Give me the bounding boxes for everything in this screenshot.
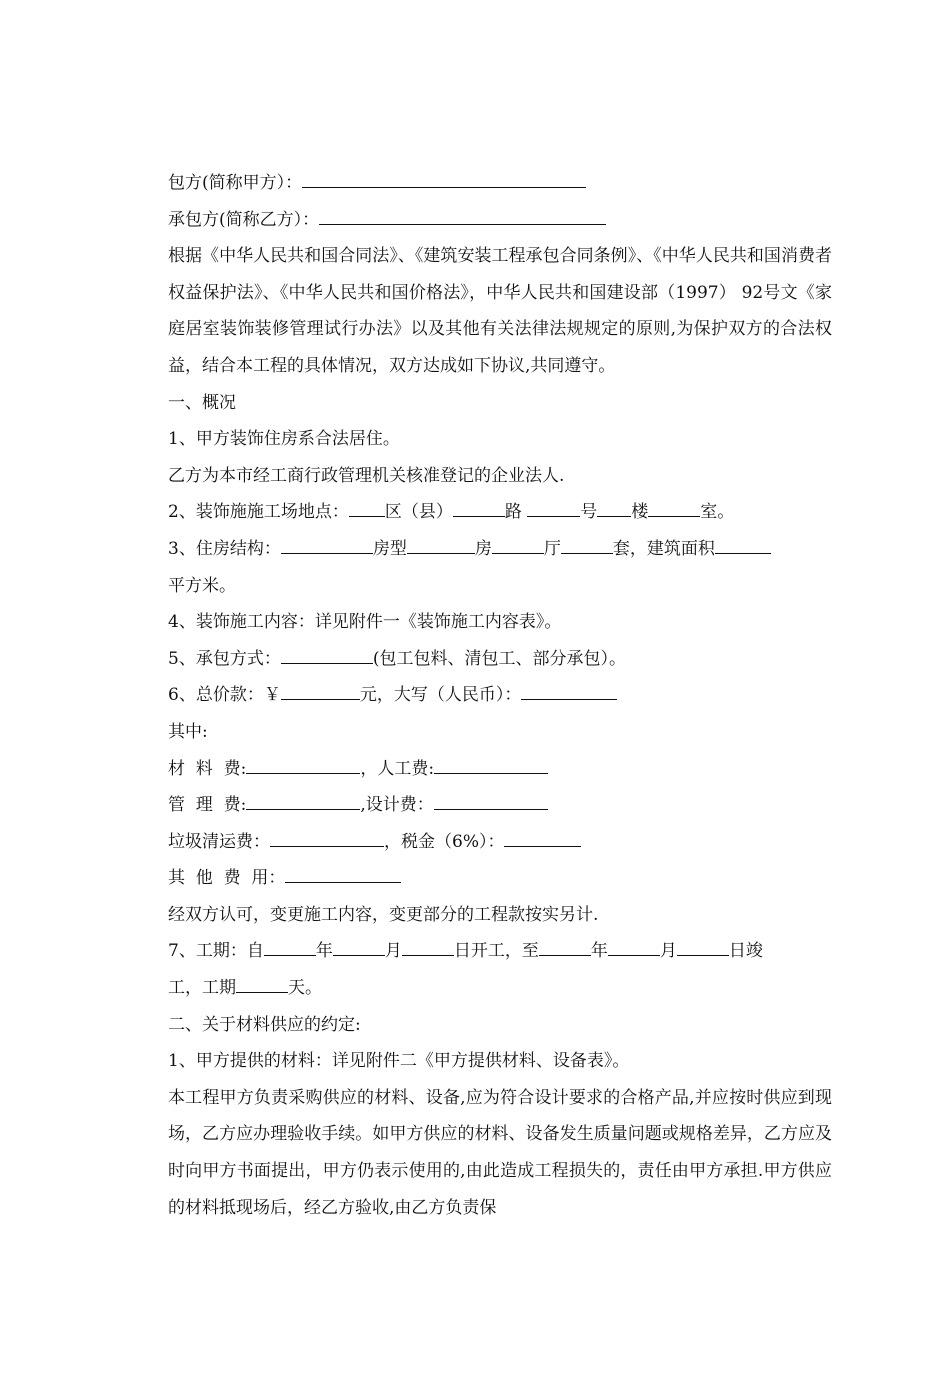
area-blank[interactable] <box>715 537 771 554</box>
tax-label: ，税金（6%）： <box>384 831 505 852</box>
start-month-label: 月 <box>384 941 402 962</box>
item2-label: 2、装饰施施工场地点： <box>168 502 349 523</box>
item7-line-2 <box>168 970 832 1007</box>
fee-line-4 <box>168 860 832 897</box>
road-label: 路 <box>504 502 528 523</box>
halls-label: 厅 <box>543 538 561 559</box>
total-price-blank[interactable] <box>281 683 360 700</box>
rooms-blank[interactable] <box>407 537 475 554</box>
design-fee-label: ,设计费： <box>360 795 434 816</box>
item2-line <box>168 494 832 531</box>
end-month-blank[interactable] <box>608 939 660 956</box>
item7-label: 7、工期：自 <box>168 941 264 962</box>
area-label: 套，建筑面积 <box>612 538 715 559</box>
end-year-blank[interactable] <box>539 939 591 956</box>
item5-label: 5、承包方式： <box>168 648 281 669</box>
section1-title: 一、概况 <box>168 392 236 413</box>
s2-item1-text: 1、甲方提供的材料：详见附件二《甲方提供材料、设备表》。 <box>168 1051 630 1072</box>
start-day-blank[interactable] <box>402 939 454 956</box>
item1b-text: 乙方为本市经工商行政管理机关核准登记的企业法人. <box>168 465 565 486</box>
start-year-blank[interactable] <box>264 939 316 956</box>
item3-line <box>168 531 832 568</box>
item1-text: 1、甲方装饰住房系合法居住。 <box>168 429 400 450</box>
other-fee-label: 其 他 费 用： <box>168 868 286 889</box>
end-day-blank[interactable] <box>677 939 729 956</box>
duration-label: 工，工期 <box>168 978 236 999</box>
room-label: 室。 <box>700 502 735 523</box>
room-blank[interactable] <box>648 500 700 517</box>
duration-blank[interactable] <box>236 976 288 993</box>
start-label: 日开工，至 <box>453 941 539 962</box>
road-blank[interactable] <box>453 500 505 517</box>
party-a-label: 包方(简称甲方）： <box>168 173 303 193</box>
among-label: 其中: <box>168 721 208 742</box>
party-a-line <box>168 165 832 202</box>
management-fee-label: 管 理 费: <box>168 795 247 816</box>
preamble-paragraph: 根据《中华人民共和国合同法》、《建筑安装工程承包合同条例》、《中华人民共和国消费者权益保护法》、《中华人民共和国价格法》，中华人民共和国建设部（1997） 92号文《家庭居室装饰装修管理试行办法》以及其他有关法律法规规定的原则,为保护双方的合法权益，结合本工程的具体情况，双方达成如下协议,共同遵守。 <box>168 246 832 376</box>
capital-label: 元，大写（人民币）： <box>359 685 522 706</box>
capital-blank[interactable] <box>521 683 617 700</box>
building-label: 楼 <box>631 502 649 523</box>
sets-blank[interactable] <box>561 537 613 554</box>
item6-label: 6、总价款：￥ <box>168 685 281 706</box>
garbage-fee-blank[interactable] <box>270 830 384 847</box>
end-year-label: 年 <box>590 941 608 962</box>
number-label: 号 <box>580 502 598 523</box>
start-year-label: 年 <box>315 941 333 962</box>
start-month-blank[interactable] <box>333 939 385 956</box>
material-fee-blank[interactable] <box>246 757 360 774</box>
structure-blank[interactable] <box>281 537 373 554</box>
party-b-blank[interactable] <box>319 208 606 225</box>
end-label: 日竣 <box>728 941 763 962</box>
labor-fee-label: ，人工费: <box>360 758 435 779</box>
contract-page <box>168 165 832 1226</box>
section2-title: 二、关于材料供应的约定: <box>168 1014 361 1035</box>
party-a-blank[interactable] <box>302 171 586 188</box>
end-month-label: 月 <box>659 941 677 962</box>
item3-unit: 平方米。 <box>168 575 236 596</box>
garbage-fee-label: 垃圾清运费： <box>168 831 270 852</box>
item6-line <box>168 677 832 714</box>
design-fee-blank[interactable] <box>434 793 548 810</box>
tax-blank[interactable] <box>504 830 581 847</box>
fee-line-1 <box>168 751 832 788</box>
duration-unit: 天。 <box>288 978 322 999</box>
number-blank[interactable] <box>527 500 580 517</box>
item7-line <box>168 933 832 970</box>
building-blank[interactable] <box>597 500 631 517</box>
party-b-line <box>168 202 832 239</box>
contract-mode-options: (包工包料、清包工、部分承包）。 <box>372 648 626 669</box>
party-b-label: 承包方(简称乙方）： <box>168 209 320 230</box>
contract-mode-blank[interactable] <box>281 647 373 664</box>
item5-line <box>168 641 832 678</box>
fee-line-3 <box>168 824 832 861</box>
s2-paragraph: 本工程甲方负责采购供应的材料、设备,应为符合设计要求的合格产品,并应按时供应到现场，乙方应办理验收手续。如甲方供应的材料、设备发生质量问题或规格差异，乙方应及时向甲方书面提出，甲方仍表示使用的,由此造成工程损失的，责任由甲方承担.甲方供应的材料抵现场后，经乙方验收,由乙方负责保 <box>168 1087 832 1218</box>
material-fee-label: 材 料 费: <box>168 758 247 779</box>
rooms-label: 房 <box>474 538 492 559</box>
other-fee-blank[interactable] <box>285 866 401 883</box>
management-fee-blank[interactable] <box>246 793 360 810</box>
halls-blank[interactable] <box>492 537 544 554</box>
district-blank[interactable] <box>349 500 385 517</box>
item3-label: 3、住房结构： <box>168 538 281 559</box>
labor-fee-blank[interactable] <box>434 757 548 774</box>
change-note: 经双方认可，变更施工内容，变更部分的工程款按实另计. <box>168 904 599 925</box>
item4-text: 4、装饰施工内容：详见附件一《装饰施工内容表》。 <box>168 612 562 633</box>
district-label: 区（县） <box>384 502 453 523</box>
fee-line-2 <box>168 787 832 824</box>
type-label: 房型 <box>372 538 407 559</box>
